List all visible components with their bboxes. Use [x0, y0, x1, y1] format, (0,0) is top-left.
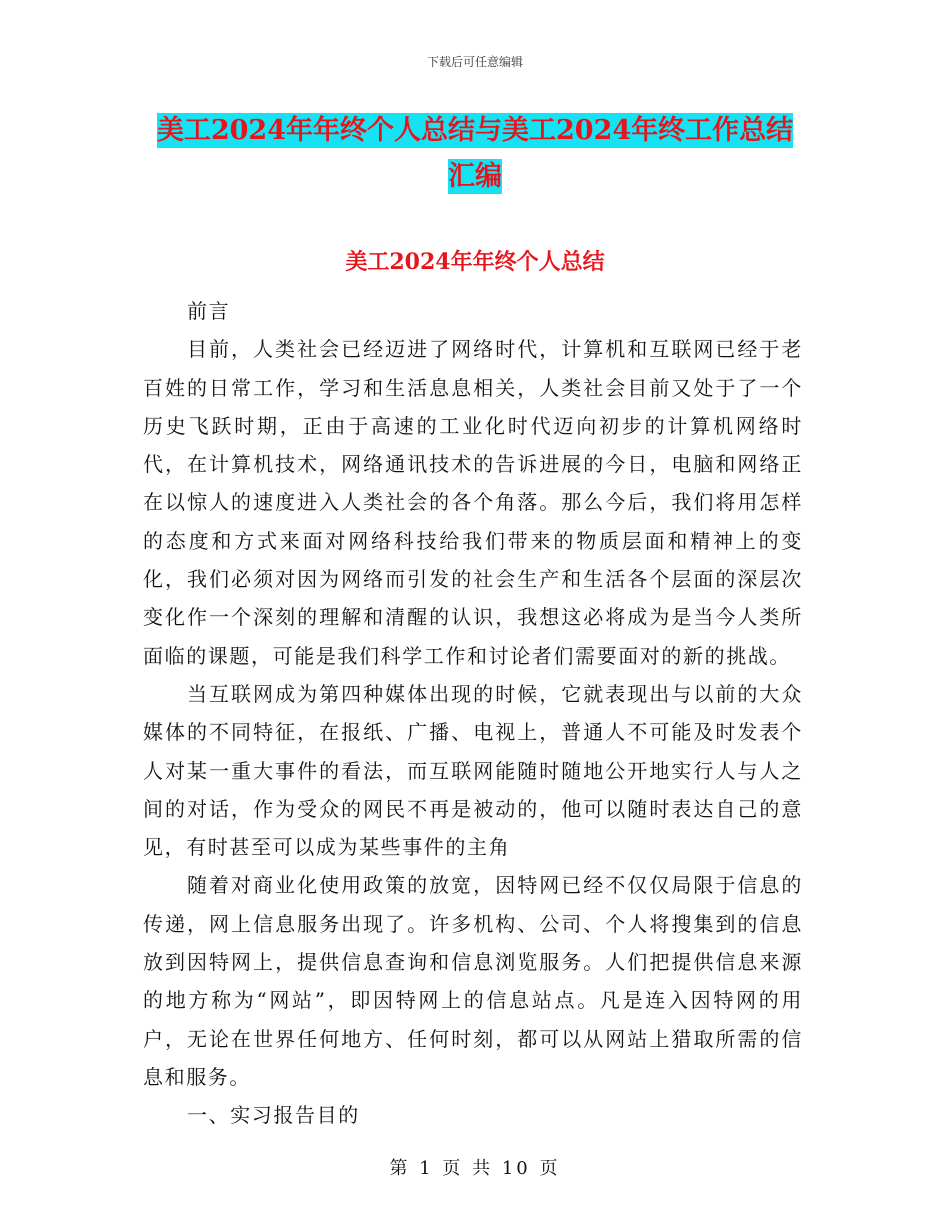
paragraph-preface: 前言	[187, 299, 231, 323]
page-number: 第 1 页 共 10 页	[389, 1158, 561, 1179]
document-body	[143, 292, 803, 1135]
section-title: 美工2024年年终个人总结	[345, 249, 605, 275]
page-header-note: 下载后可任意编辑	[426, 55, 523, 69]
document-title-line-2	[0, 154, 950, 200]
paragraph: 当互联网成为第四种媒体出现的时候，它就表现出与以前的大众媒体的不同特征，在报纸、广播、电视上，普通人不可能及时发表个人对某一重大事件的看法，而互联网能随时随地公开地实行人与人之间的对话，作为受众的网民不再是被动的，他可以随时表达自己的意见，有时甚至可以成为某些事件的主角	[143, 681, 803, 860]
title-highlight: 美工2024年年终个人总结与美工2024年终工作总结	[156, 115, 794, 146]
title-highlight-2: 汇编	[448, 161, 502, 192]
document-title	[0, 108, 950, 200]
paragraph: 随着对商业化使用政策的放宽，因特网已经不仅仅局限于信息的传递，网上信息服务出现了。许多机构、公司、个人将搜集到的信息放到因特网上，提供信息查询和信息浏览服务。人们把提供信息来源的地方称为“网站”，即因特网上的信息站点。凡是连入因特网的用户，无论在世界任何地方、任何时刻，都可以从网站上猎取所需的信息和服务。	[143, 873, 803, 1089]
paragraph-heading: 一、实习报告目的	[187, 1103, 360, 1128]
paragraph: 目前，人类社会已经迈进了网络时代，计算机和互联网已经于老百姓的日常工作，学习和生活息息相关，人类社会目前又处于了一个历史飞跃时期，正由于高速的工业化时代迈向初步的计算机网络时代，在计算机技术，网络通讯技术的告诉进展的今日，电脑和网络正在以惊人的速度进入人类社会的各个角落。那么今后，我们将用怎样的态度和方式来面对网络科技给我们带来的物质层面和精神上的变化，我们必须对因为网络而引发的社会生产和生活各个层面的深层次变化作一个深刻的理解和清醒的认识，我想这必将成为是当今人类所面临的课题，可能是我们科学工作和讨论者们需要面对的新的挑战。	[143, 337, 803, 668]
document-title-line-1	[0, 108, 950, 154]
